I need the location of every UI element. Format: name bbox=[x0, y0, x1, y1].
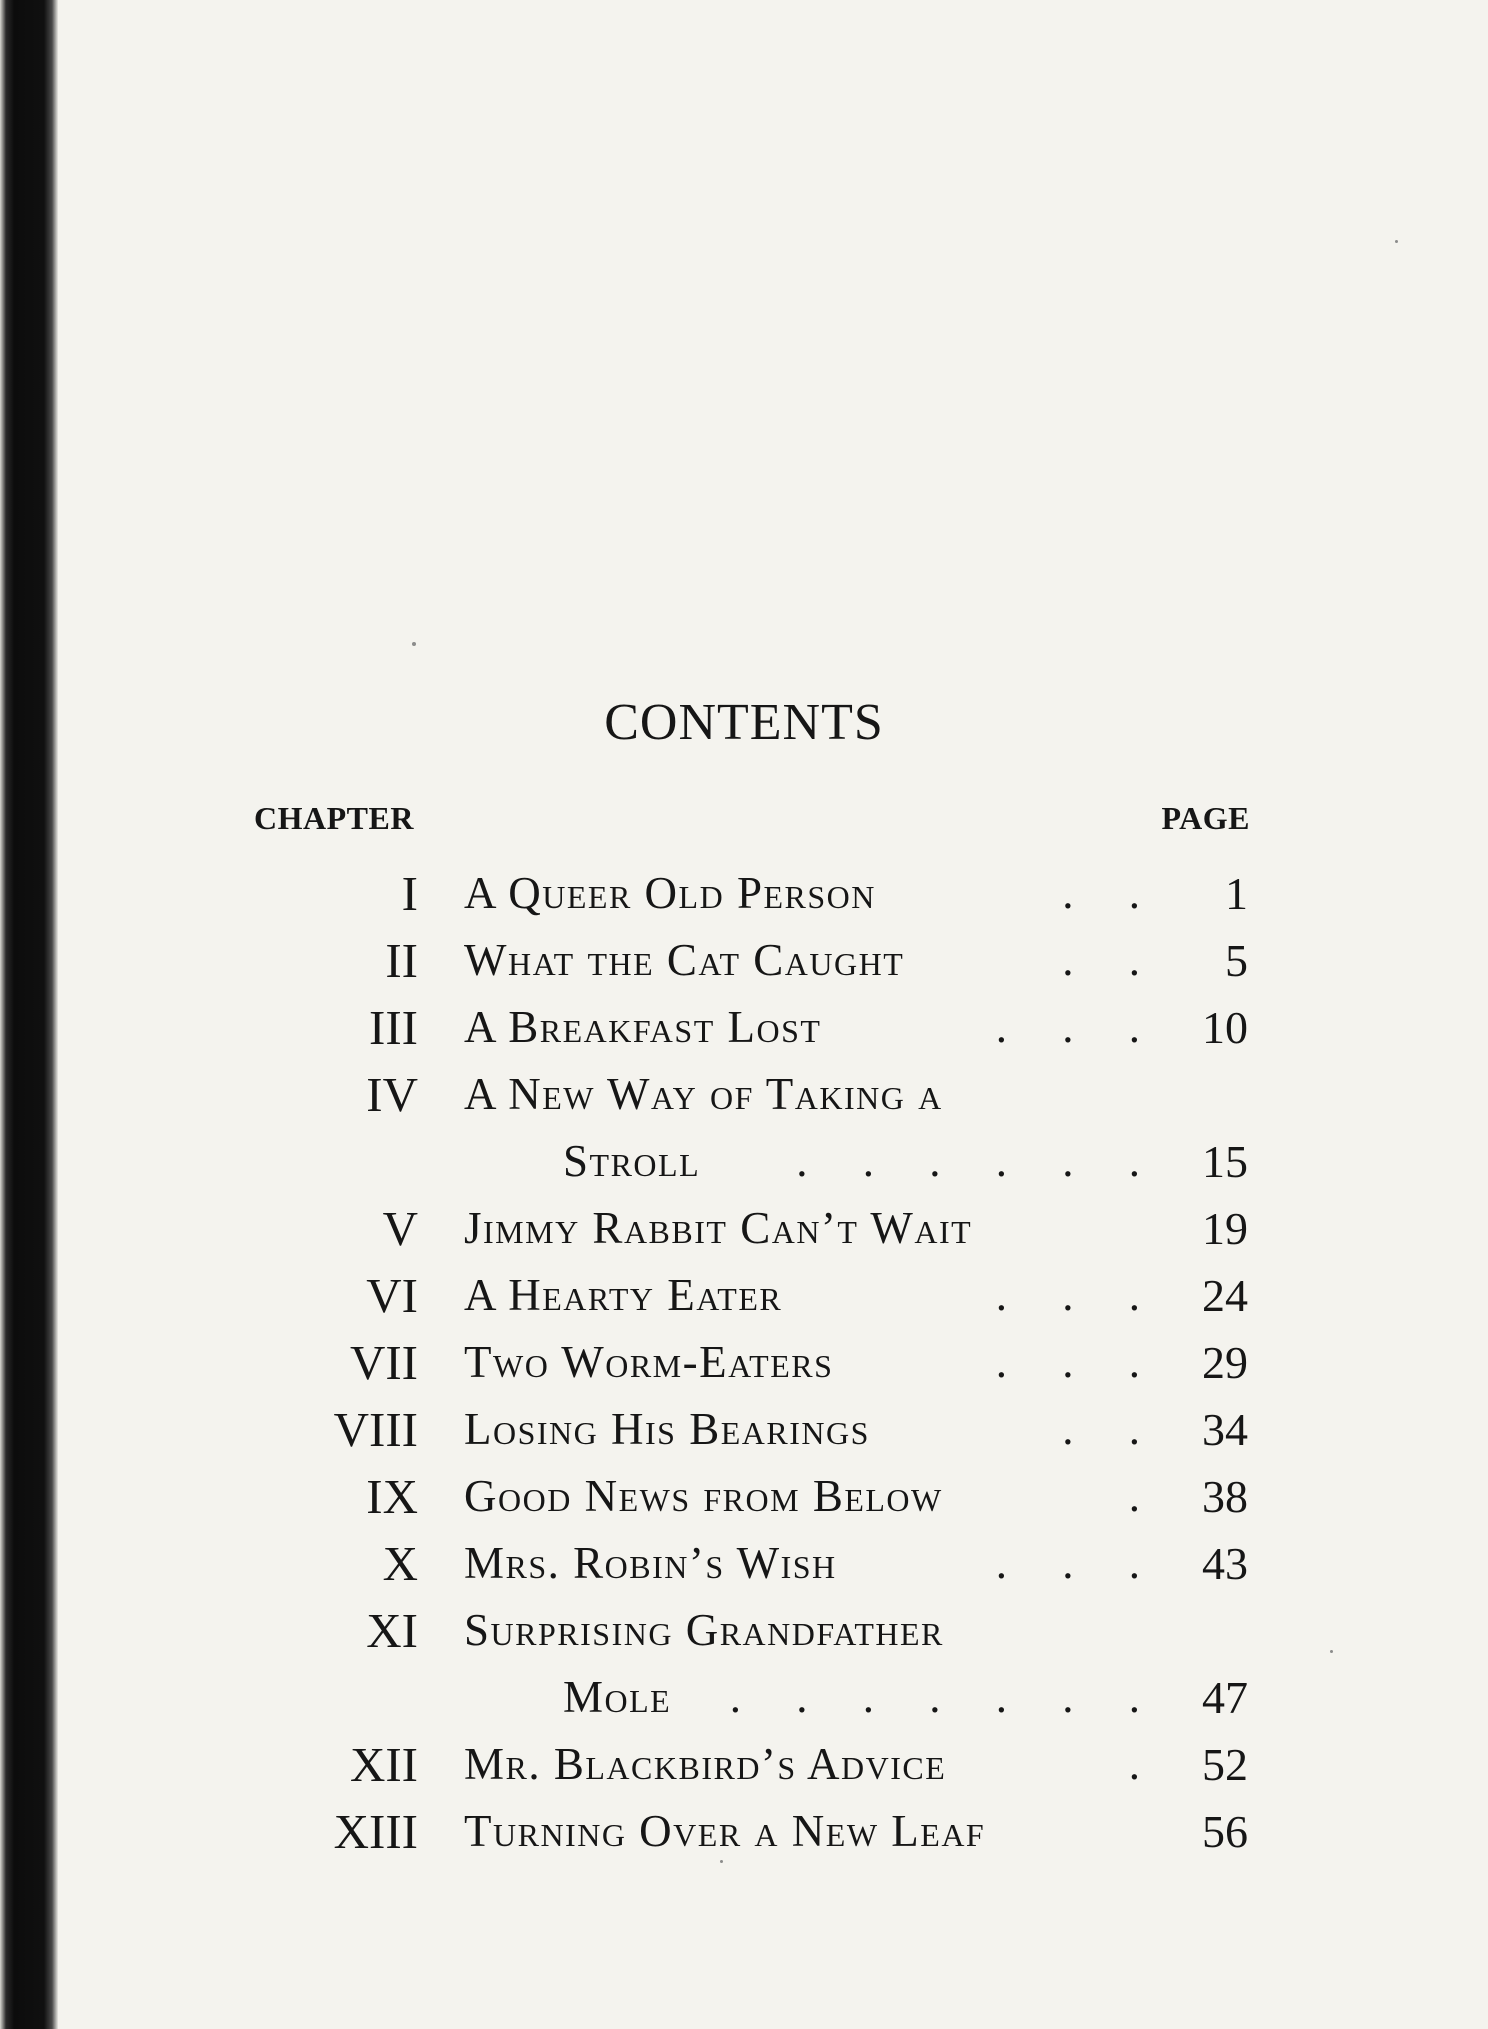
chapter-number: XIII bbox=[333, 1804, 418, 1859]
page-number: 10 bbox=[1202, 1002, 1248, 1053]
toc-entry bbox=[0, 1262, 1488, 1329]
page-number: 43 bbox=[1202, 1538, 1248, 1589]
page-number: 19 bbox=[1202, 1203, 1248, 1254]
leader-dots: . . bbox=[1062, 868, 1162, 918]
chapter-title: A Breakfast Lost bbox=[464, 1002, 822, 1052]
page-number: 1 bbox=[1225, 868, 1248, 919]
chapter-title-continued: Mole bbox=[563, 1672, 672, 1722]
chapter-number: XII bbox=[349, 1737, 418, 1792]
scan-speck bbox=[1395, 240, 1398, 243]
leader-dots: . . . bbox=[995, 1337, 1162, 1387]
toc-entry bbox=[0, 1396, 1488, 1463]
chapter-title: Good News from Below bbox=[464, 1471, 943, 1521]
chapter-title: Losing His Bearings bbox=[464, 1404, 870, 1454]
chapter-title: A Hearty Eater bbox=[464, 1270, 783, 1320]
toc-entry bbox=[0, 1731, 1488, 1798]
toc-entry bbox=[0, 1195, 1488, 1262]
toc-entry bbox=[0, 1798, 1488, 1865]
leader-dots: . . . bbox=[995, 1002, 1162, 1052]
page-number: 47 bbox=[1202, 1672, 1248, 1723]
chapter-number: I bbox=[401, 866, 418, 921]
scan-speck bbox=[412, 642, 416, 646]
chapter-number: VI bbox=[366, 1268, 418, 1323]
toc-entry bbox=[0, 927, 1488, 994]
toc-entry bbox=[0, 1329, 1488, 1396]
chapter-column-header: CHAPTER bbox=[254, 800, 414, 836]
chapter-number: IV bbox=[366, 1067, 418, 1122]
chapter-number: V bbox=[382, 1201, 418, 1256]
leader-dots: . . . bbox=[995, 1538, 1162, 1588]
page-column-header: PAGE bbox=[1161, 800, 1250, 836]
toc-entry bbox=[0, 1463, 1488, 1530]
leader-dots: . . . . . . bbox=[796, 1136, 1162, 1186]
page-number: 52 bbox=[1202, 1739, 1248, 1790]
chapter-number: III bbox=[369, 1000, 418, 1055]
page-number: 38 bbox=[1202, 1471, 1248, 1522]
chapter-number: XI bbox=[366, 1603, 418, 1658]
leader-dots: . . bbox=[1062, 935, 1162, 985]
page-number: 24 bbox=[1202, 1270, 1248, 1321]
chapter-title: Mrs. Robin’s Wish bbox=[464, 1538, 837, 1588]
chapter-title: A New Way of Taking a bbox=[464, 1069, 943, 1119]
chapter-title: What the Cat Caught bbox=[464, 935, 905, 985]
chapter-number: VIII bbox=[333, 1402, 418, 1457]
leader-dots: . bbox=[1128, 1739, 1162, 1789]
chapter-title: Two Worm-Eaters bbox=[464, 1337, 834, 1387]
page-number: 34 bbox=[1202, 1404, 1248, 1455]
chapter-title: A Queer Old Person bbox=[464, 868, 876, 918]
toc-entry bbox=[0, 860, 1488, 927]
toc-entry bbox=[0, 1061, 1488, 1195]
leader-dots: . . . . . . . bbox=[729, 1672, 1162, 1722]
toc-entry bbox=[0, 1597, 1488, 1731]
chapter-title: Turning Over a New Leaf bbox=[464, 1806, 986, 1856]
page-number: 29 bbox=[1202, 1337, 1248, 1388]
chapter-number: IX bbox=[366, 1469, 418, 1524]
chapter-title: Surprising Grandfather bbox=[464, 1605, 944, 1655]
page-number: 15 bbox=[1202, 1136, 1248, 1187]
page-number: 56 bbox=[1202, 1806, 1248, 1857]
chapter-number: X bbox=[382, 1536, 418, 1591]
page-number: 5 bbox=[1225, 935, 1248, 986]
leader-dots: . bbox=[1128, 1471, 1162, 1521]
chapter-title: Jimmy Rabbit Can’t Wait bbox=[464, 1203, 973, 1253]
leader-dots: . . bbox=[1062, 1404, 1162, 1454]
toc-entry bbox=[0, 994, 1488, 1061]
chapter-number: VII bbox=[349, 1335, 418, 1390]
chapter-title-continued: Stroll bbox=[563, 1136, 701, 1186]
chapter-title: Mr. Blackbird’s Advice bbox=[464, 1739, 947, 1789]
page-title: CONTENTS bbox=[604, 694, 884, 751]
leader-dots: . . . bbox=[995, 1270, 1162, 1320]
chapter-number: II bbox=[385, 933, 418, 988]
toc-entry bbox=[0, 1530, 1488, 1597]
